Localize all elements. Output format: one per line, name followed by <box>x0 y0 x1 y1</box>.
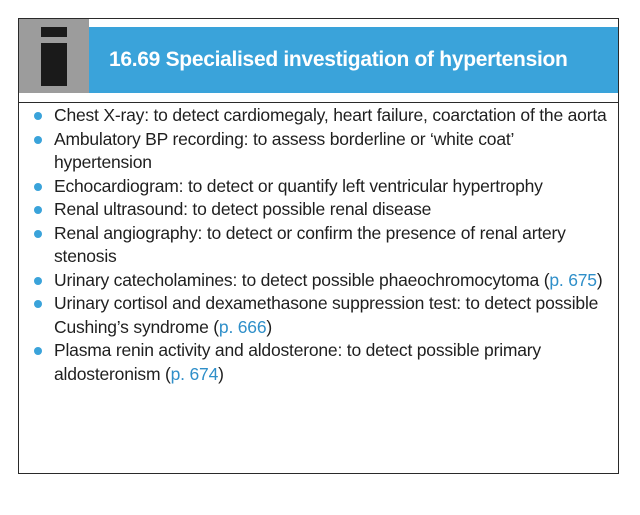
bullet-icon <box>34 347 42 355</box>
header-divider <box>19 102 618 103</box>
page-reference-link[interactable]: p. 666 <box>218 316 267 337</box>
bullet-icon <box>34 206 42 214</box>
title-bar <box>89 27 618 93</box>
list-item <box>33 198 608 222</box>
list-item-text: Plasma renin activity and aldosterone: to detect possible primary aldosteronism ( <box>54 340 541 384</box>
list-item-text-end: ) <box>596 269 603 290</box>
list-item <box>33 175 608 199</box>
page-reference-link[interactable]: p. 675 <box>549 269 597 290</box>
box-title: 16.69 Specialised investigation of hypertension <box>109 48 568 71</box>
list-item-text-end: ) <box>218 363 224 384</box>
list-item <box>33 269 608 293</box>
bullet-icon <box>34 230 42 238</box>
list-item <box>33 222 608 269</box>
box-header <box>19 19 618 102</box>
list-item <box>33 292 608 339</box>
list-item-text: Renal ultrasound: to detect possible renal disease <box>54 199 432 219</box>
list-item-text: Urinary cortisol and dexamethasone suppression test: to detect possible Cushing’s syndrome ( <box>54 293 599 337</box>
list-item <box>33 128 608 175</box>
list-item-text: Renal angiography: to detect or confirm the presence of renal artery stenosis <box>54 222 566 266</box>
bullet-icon <box>34 112 42 120</box>
list-item-text: Urinary catecholamines: to detect possible phaeochromocytoma ( <box>54 269 550 290</box>
bullet-icon <box>34 300 42 308</box>
list-item-text-end: ) <box>266 316 273 337</box>
list-item <box>33 104 608 128</box>
investigation-list <box>33 104 608 386</box>
bullet-icon <box>34 136 42 144</box>
list-item-text: Ambulatory BP recording: to assess borderline or ‘white coat’ hypertension <box>54 128 514 172</box>
info-box <box>18 18 619 474</box>
list-item-text: Echocardiogram: to detect or quantify left ventricular hypertrophy <box>54 175 543 196</box>
info-icon <box>19 19 89 93</box>
info-icon-dot <box>41 27 67 37</box>
bullet-icon <box>34 277 42 285</box>
bullet-icon <box>34 183 42 191</box>
page-reference-link[interactable]: p. 674 <box>170 363 219 384</box>
list-item-text: Chest X-ray: to detect cardiomegaly, heart failure, coarctation of the aorta <box>54 105 607 125</box>
list-item <box>33 339 608 386</box>
info-icon-stem <box>41 43 67 86</box>
